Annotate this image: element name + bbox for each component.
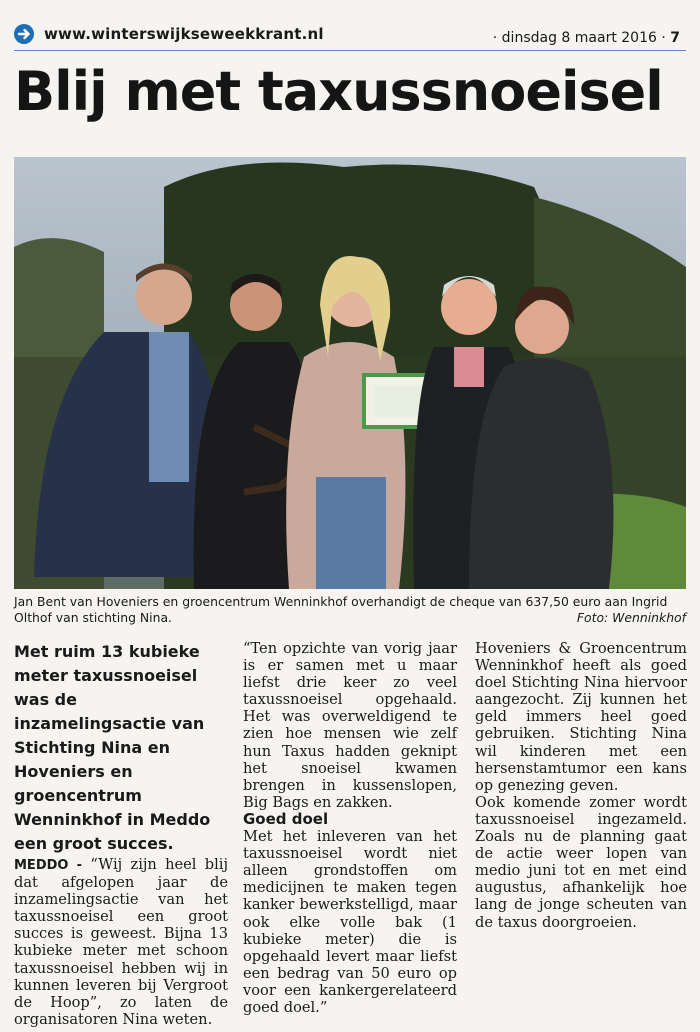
subhead-goed-doel: Goed doel [243, 809, 329, 828]
issue-date [493, 30, 680, 46]
body-paragraph-1 [14, 856, 228, 1028]
caption-text: Jan Bent van Hoveniers en groencentrum Wenninkhof overhandigt de cheque van 637,50 euro aan Ingrid Olthof van stichting Nina. [14, 594, 668, 625]
article-photo [14, 157, 686, 589]
lead-paragraph: Met ruim 13 kubieke meter taxussnoeisel was de inzamelingsactie van Stichting Nina en Hoveniers en groencentrum Wenninkhof in Meddo een groot succes. [14, 642, 211, 853]
site-url: www.winterswijkseweekkrant.nl [44, 25, 324, 43]
body-paragraph-4: Ook komende zomer wordt taxussnoeisel ingezameld. Zoals nu de planning gaat de actie weer lopen van medio juni tot en met eind augustus, afhankelijk hoe lang de jonge scheuten van de taxus doorgroeien. [475, 793, 687, 931]
date-text: · dinsdag 8 maart 2016 · [492, 30, 666, 46]
photo-credit: Foto: Wenninkhof [576, 610, 686, 625]
article-column-2 [243, 640, 457, 1016]
headline: Blij met taxussnoeisel [14, 60, 663, 123]
dateline: MEDDO - [14, 858, 83, 873]
arrow-right-icon [14, 24, 34, 44]
body-paragraph-2: Met het inleveren van het taxussnoeisel wordt niet alleen grondstoffen om medicijnen te maken tegen kanker bewerkstelligd, maar ook elke volle bak (1 kubieke meter) die is opgehaald levert maar liefst een bedrag van 50 euro op voor een kankergerelateerd goed doel.” [243, 828, 457, 1016]
article-column-3 [475, 640, 687, 931]
body-text-1: “Wij zijn heel blij dat afgelopen jaar de inzamelingsactie van het taxussnoeisel een groot succes is geweest. Bijna 13 kubieke meter met schoon taxussnoeisel hebben wij in kunnen leveren bij Vergroot de Hoop”, zo laten de organisatoren Nina weten. [14, 856, 228, 1028]
header-rule [14, 50, 686, 51]
body-paragraph-3: Hoveniers & Groencentrum Wenninkhof heeft als goed doel Stichting Nina hiervoor aangezocht. Zij kunnen het geld immers heel goed gebruiken. Stichting Nina wil kinderen met een hersenstamtumor een kans op genezing geven. [475, 640, 687, 794]
page-header [14, 22, 686, 48]
article-column-1 [14, 640, 228, 1028]
photo-caption [14, 594, 686, 626]
page-number: 7 [670, 30, 680, 46]
body-paragraph-1-continued: “Ten opzichte van vorig jaar is er samen met u maar liefst drie keer zo veel taxussnoeisel opgehaald. Het was overweldigend te zien hoe mensen wie zelf hun Taxus hadden geknipt het snoeisel kwamen brengen in kussenslopen, Big Bags en zakken. [243, 640, 457, 811]
